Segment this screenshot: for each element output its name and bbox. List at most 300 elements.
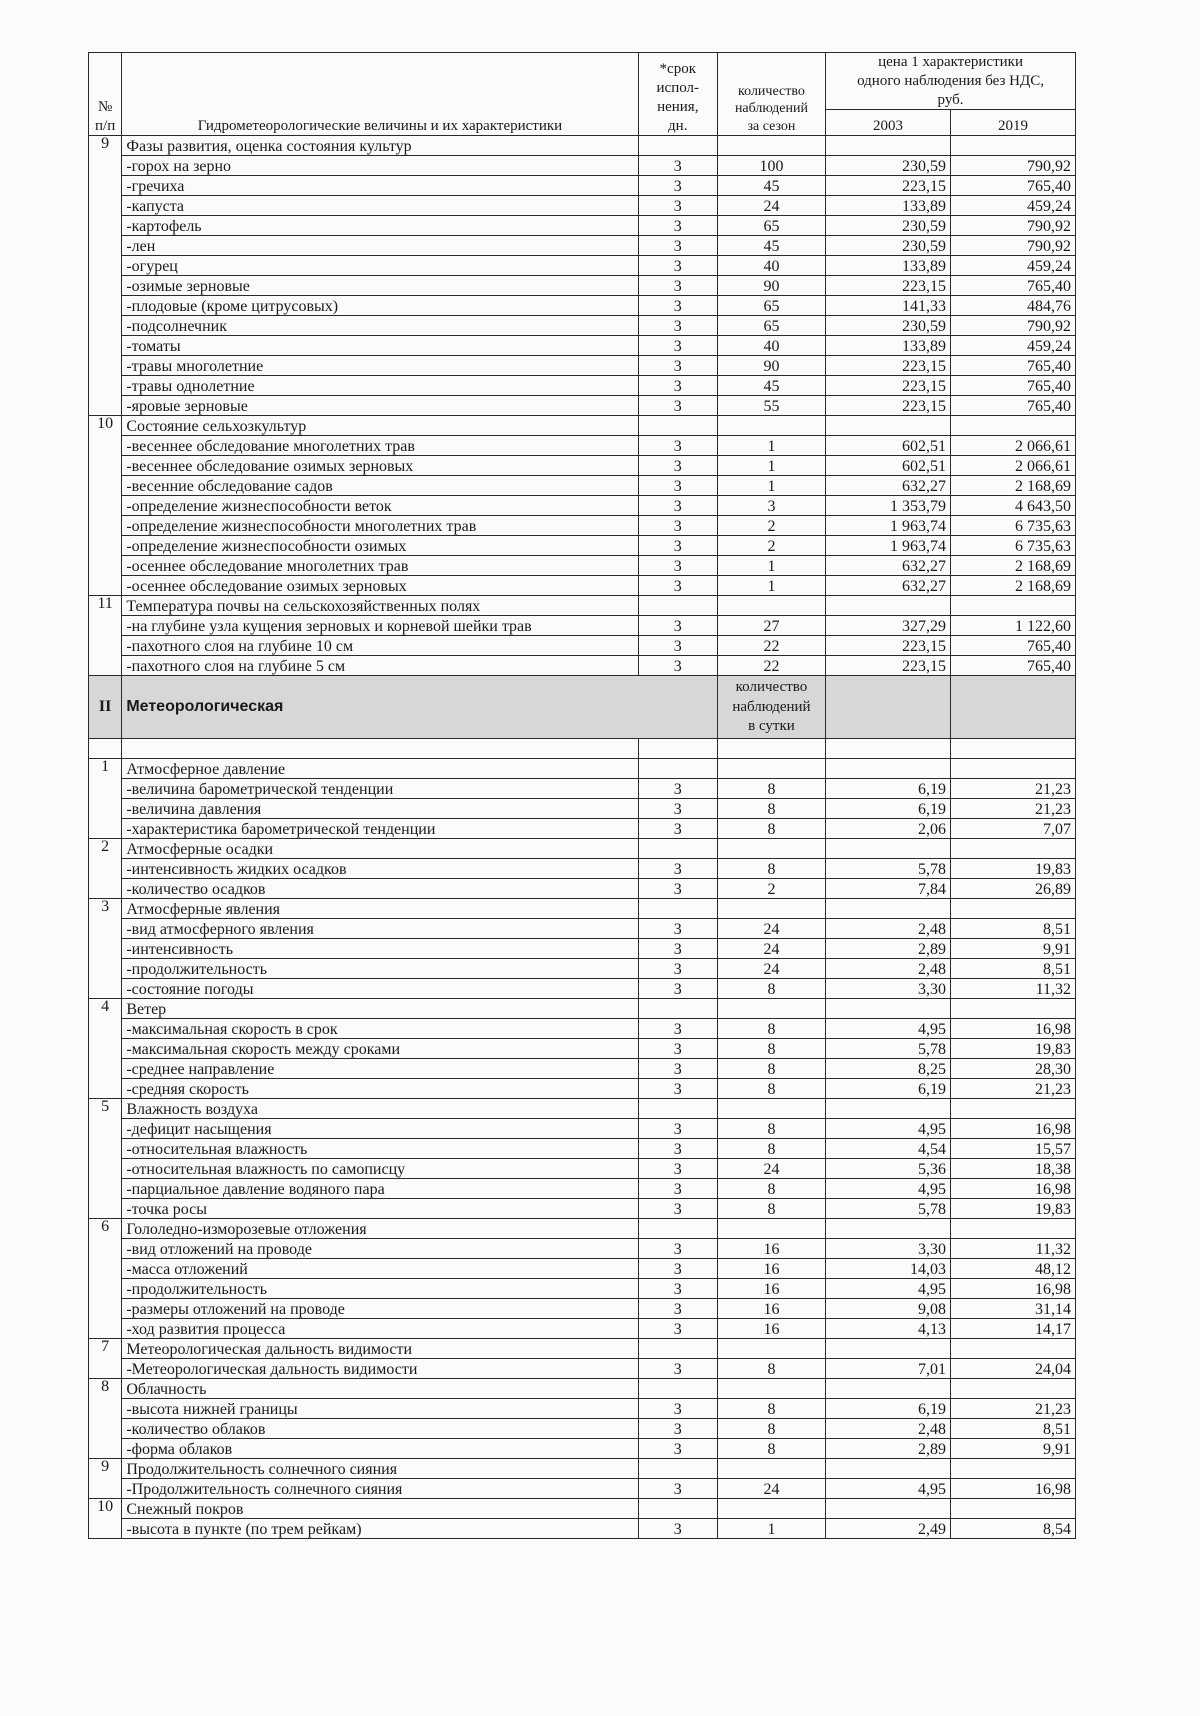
group-title-row (89, 416, 1076, 436)
count-cell: 45 (717, 376, 825, 396)
price-2003-cell: 602,51 (826, 456, 951, 476)
item-name: -состояние погоды (122, 979, 638, 999)
price-2003-cell: 5,78 (826, 1199, 951, 1219)
table-row (89, 216, 1076, 236)
term-cell: 3 (638, 1419, 717, 1439)
table-row (89, 436, 1076, 456)
group-title: Продолжительность солнечного сияния (122, 1459, 638, 1479)
count-cell: 1 (717, 456, 825, 476)
section-title: Метеорологическая (122, 676, 718, 739)
price-2003-cell: 6,19 (826, 1399, 951, 1419)
price-2003-cell (826, 1459, 951, 1479)
table-header (89, 53, 1076, 136)
item-name: -вид отложений на проводе (122, 1239, 638, 1259)
group-title: Гололедно-изморозевые отложения (122, 1219, 638, 1239)
item-name: -весеннее обследование многолетних трав (122, 436, 638, 456)
price-2003-cell: 3,30 (826, 1239, 951, 1259)
price-2019-cell: 765,40 (951, 396, 1076, 416)
count-cell: 16 (717, 1319, 825, 1339)
item-name: -количество осадков (122, 879, 638, 899)
table-row (89, 1399, 1076, 1419)
price-2003-cell: 2,48 (826, 919, 951, 939)
group-title-row (89, 1499, 1076, 1519)
count-cell (717, 759, 825, 779)
count-cell: 90 (717, 356, 825, 376)
price-2003-cell: 5,78 (826, 1039, 951, 1059)
term-cell (638, 1499, 717, 1519)
table-row (89, 1019, 1076, 1039)
table-row (89, 1479, 1076, 1499)
price-2003-cell: 4,54 (826, 1139, 951, 1159)
price-2003-cell (826, 416, 951, 436)
count-cell: 8 (717, 1119, 825, 1139)
group-number: 1 (89, 759, 122, 839)
count-cell: 8 (717, 1079, 825, 1099)
term-cell: 3 (638, 396, 717, 416)
term-cell: 3 (638, 1039, 717, 1059)
item-name: -определение жизнеспособности озимых (122, 536, 638, 556)
group-title: Снежный покров (122, 1499, 638, 1519)
item-name: -капуста (122, 196, 638, 216)
group-title-row (89, 899, 1076, 919)
price-2003-cell: 8,25 (826, 1059, 951, 1079)
item-name: -максимальная скорость в срок (122, 1019, 638, 1039)
price-2019-cell (951, 839, 1076, 859)
price-2003-cell: 4,13 (826, 1319, 951, 1339)
group-title: Ветер (122, 999, 638, 1019)
price-2003-cell (826, 839, 951, 859)
header-year-2019: 2019 (951, 110, 1076, 136)
term-cell: 3 (638, 1319, 717, 1339)
table-row (89, 779, 1076, 799)
price-2003-cell (826, 1099, 951, 1119)
term-cell: 3 (638, 656, 717, 676)
term-cell: 3 (638, 196, 717, 216)
count-cell: 3 (717, 496, 825, 516)
count-cell: 8 (717, 1359, 825, 1379)
count-cell: 40 (717, 336, 825, 356)
term-cell: 3 (638, 939, 717, 959)
table-row (89, 1039, 1076, 1059)
item-name: -интенсивность (122, 939, 638, 959)
table-row (89, 476, 1076, 496)
count-cell (717, 1459, 825, 1479)
section-num: II (89, 676, 122, 739)
term-cell: 3 (638, 1519, 717, 1539)
group-title-row (89, 759, 1076, 779)
term-cell: 3 (638, 236, 717, 256)
count-cell: 16 (717, 1279, 825, 1299)
count-cell: 8 (717, 1139, 825, 1159)
table-row (89, 1239, 1076, 1259)
table-row (89, 296, 1076, 316)
price-2019-cell (951, 1099, 1076, 1119)
group-number: 7 (89, 1339, 122, 1379)
count-cell (717, 899, 825, 919)
term-cell: 3 (638, 256, 717, 276)
price-2003-cell: 6,19 (826, 1079, 951, 1099)
price-2003-cell: 223,15 (826, 176, 951, 196)
group-number: 8 (89, 1379, 122, 1459)
item-name: -форма облаков (122, 1439, 638, 1459)
table-row (89, 456, 1076, 476)
price-2003-cell: 133,89 (826, 336, 951, 356)
price-2003-cell (826, 136, 951, 156)
price-2019-cell: 7,07 (951, 819, 1076, 839)
price-2019-cell: 11,32 (951, 1239, 1076, 1259)
table-row (89, 656, 1076, 676)
count-cell: 1 (717, 1519, 825, 1539)
term-cell: 3 (638, 336, 717, 356)
table-row (89, 316, 1076, 336)
price-2019-cell (951, 596, 1076, 616)
section-cell-empty (826, 676, 951, 739)
price-2019-cell (951, 1379, 1076, 1399)
item-name: -масса отложений (122, 1259, 638, 1279)
item-name: -на глубине узла кущения зерновых и корневой шейки трав (122, 616, 638, 636)
count-cell: 55 (717, 396, 825, 416)
price-2019-cell: 790,92 (951, 316, 1076, 336)
item-name: -величина барометрической тенденции (122, 779, 638, 799)
count-cell: 22 (717, 636, 825, 656)
price-2019-cell (951, 1219, 1076, 1239)
term-cell: 3 (638, 799, 717, 819)
group-number: 9 (89, 136, 122, 416)
term-cell: 3 (638, 979, 717, 999)
price-2019-cell: 2 066,61 (951, 456, 1076, 476)
item-name: -озимые зерновые (122, 276, 638, 296)
term-cell: 3 (638, 1439, 717, 1459)
count-cell: 65 (717, 316, 825, 336)
price-2003-cell (826, 1219, 951, 1239)
price-2019-cell: 31,14 (951, 1299, 1076, 1319)
group-number: 3 (89, 899, 122, 999)
price-2003-cell: 2,89 (826, 939, 951, 959)
price-2019-cell: 28,30 (951, 1059, 1076, 1079)
count-cell: 100 (717, 156, 825, 176)
table-row (89, 879, 1076, 899)
table-row (89, 1299, 1076, 1319)
count-cell: 2 (717, 536, 825, 556)
price-2003-cell: 9,08 (826, 1299, 951, 1319)
count-cell: 8 (717, 1439, 825, 1459)
price-2003-cell: 327,29 (826, 616, 951, 636)
item-name: -величина давления (122, 799, 638, 819)
price-2003-cell: 2,48 (826, 1419, 951, 1439)
term-cell: 3 (638, 316, 717, 336)
price-2019-cell: 6 735,63 (951, 536, 1076, 556)
price-2003-cell: 223,15 (826, 396, 951, 416)
term-cell: 3 (638, 476, 717, 496)
count-cell: 2 (717, 516, 825, 536)
table-row (89, 156, 1076, 176)
item-name: -парциальное давление водяного пара (122, 1179, 638, 1199)
table-row (89, 1439, 1076, 1459)
term-cell: 3 (638, 536, 717, 556)
count-cell: 1 (717, 476, 825, 496)
item-name: -относительная влажность (122, 1139, 638, 1159)
count-cell: 1 (717, 556, 825, 576)
group-title: Атмосферное давление (122, 759, 638, 779)
item-name: -определение жизнеспособности веток (122, 496, 638, 516)
term-cell (638, 596, 717, 616)
price-table (88, 52, 1076, 1539)
count-cell: 27 (717, 616, 825, 636)
price-2003-cell: 4,95 (826, 1119, 951, 1139)
term-cell: 3 (638, 616, 717, 636)
item-name: -высота нижней границы (122, 1399, 638, 1419)
table-row (89, 919, 1076, 939)
item-name: -продолжительность (122, 1279, 638, 1299)
item-name: -высота в пункте (по трем рейкам) (122, 1519, 638, 1539)
table-row (89, 1259, 1076, 1279)
table-row (89, 1519, 1076, 1539)
item-name: -количество облаков (122, 1419, 638, 1439)
price-2003-cell: 1 963,74 (826, 516, 951, 536)
price-2019-cell: 459,24 (951, 196, 1076, 216)
price-2003-cell: 4,95 (826, 1279, 951, 1299)
term-cell: 3 (638, 516, 717, 536)
count-cell: 8 (717, 979, 825, 999)
price-2003-cell: 3,30 (826, 979, 951, 999)
price-2003-cell: 7,84 (826, 879, 951, 899)
term-cell (638, 1099, 717, 1119)
term-cell (638, 999, 717, 1019)
item-name: -точка росы (122, 1199, 638, 1219)
header-price: цена 1 характеристики одного наблюдения без НДС, руб. (826, 53, 1076, 110)
price-2019-cell: 16,98 (951, 1019, 1076, 1039)
table-row (89, 959, 1076, 979)
group-title: Облачность (122, 1379, 638, 1399)
count-cell (717, 839, 825, 859)
price-2019-cell: 8,51 (951, 1419, 1076, 1439)
price-2019-cell: 24,04 (951, 1359, 1076, 1379)
term-cell: 3 (638, 1139, 717, 1159)
term-cell (638, 136, 717, 156)
term-cell (638, 416, 717, 436)
count-cell (717, 1099, 825, 1119)
count-cell: 8 (717, 819, 825, 839)
item-name: -картофель (122, 216, 638, 236)
term-cell: 3 (638, 1479, 717, 1499)
table-row (89, 859, 1076, 879)
count-cell: 8 (717, 1179, 825, 1199)
price-2019-cell: 765,40 (951, 276, 1076, 296)
count-cell: 40 (717, 256, 825, 276)
count-cell: 90 (717, 276, 825, 296)
group-title-row (89, 999, 1076, 1019)
term-cell: 3 (638, 1299, 717, 1319)
group-title: Атмосферные явления (122, 899, 638, 919)
price-2019-cell: 765,40 (951, 356, 1076, 376)
term-cell: 3 (638, 1059, 717, 1079)
term-cell: 3 (638, 156, 717, 176)
count-cell (717, 1379, 825, 1399)
price-2003-cell: 230,59 (826, 236, 951, 256)
item-name: -лен (122, 236, 638, 256)
price-2019-cell: 21,23 (951, 1399, 1076, 1419)
term-cell: 3 (638, 216, 717, 236)
price-2003-cell: 7,01 (826, 1359, 951, 1379)
price-2019-cell (951, 999, 1076, 1019)
term-cell: 3 (638, 1199, 717, 1219)
term-cell: 3 (638, 276, 717, 296)
count-cell: 65 (717, 296, 825, 316)
table-row (89, 1119, 1076, 1139)
table-row (89, 979, 1076, 999)
count-cell: 8 (717, 799, 825, 819)
price-2019-cell: 2 168,69 (951, 576, 1076, 596)
item-name: -Метеорологическая дальность видимости (122, 1359, 638, 1379)
table-row (89, 819, 1076, 839)
table-row (89, 376, 1076, 396)
item-name: -Продолжительность солнечного сияния (122, 1479, 638, 1499)
price-2019-cell: 48,12 (951, 1259, 1076, 1279)
count-cell: 8 (717, 1399, 825, 1419)
term-cell (638, 1339, 717, 1359)
count-cell: 1 (717, 436, 825, 456)
section-row (89, 676, 1076, 739)
price-2019-cell (951, 136, 1076, 156)
price-2003-cell: 223,15 (826, 276, 951, 296)
price-2019-cell: 765,40 (951, 376, 1076, 396)
price-2019-cell: 790,92 (951, 216, 1076, 236)
item-name: -пахотного слоя на глубине 10 см (122, 636, 638, 656)
table-row (89, 616, 1076, 636)
price-2003-cell (826, 596, 951, 616)
group-title: Фазы развития, оценка состояния культур (122, 136, 638, 156)
price-2003-cell: 4,95 (826, 1179, 951, 1199)
price-2003-cell: 223,15 (826, 356, 951, 376)
term-cell: 3 (638, 556, 717, 576)
term-cell: 3 (638, 819, 717, 839)
price-2019-cell: 459,24 (951, 256, 1076, 276)
table-row (89, 1179, 1076, 1199)
price-2019-cell: 21,23 (951, 1079, 1076, 1099)
price-2019-cell: 19,83 (951, 859, 1076, 879)
count-cell: 24 (717, 196, 825, 216)
price-2019-cell: 765,40 (951, 636, 1076, 656)
item-name: -вид атмосферного явления (122, 919, 638, 939)
table-row (89, 236, 1076, 256)
price-2019-cell: 16,98 (951, 1119, 1076, 1139)
price-2019-cell: 2 066,61 (951, 436, 1076, 456)
count-cell (717, 999, 825, 1019)
table-row (89, 496, 1076, 516)
count-cell: 8 (717, 1199, 825, 1219)
term-cell (638, 1379, 717, 1399)
term-cell: 3 (638, 1019, 717, 1039)
term-cell (638, 1459, 717, 1479)
price-2003-cell (826, 999, 951, 1019)
table-row (89, 1419, 1076, 1439)
price-2003-cell: 6,19 (826, 799, 951, 819)
table-row (89, 1079, 1076, 1099)
item-name: -дефицит насыщения (122, 1119, 638, 1139)
price-2019-cell: 765,40 (951, 176, 1076, 196)
price-2019-cell: 9,91 (951, 939, 1076, 959)
table-row (89, 1139, 1076, 1159)
price-2003-cell: 230,59 (826, 156, 951, 176)
table-row (89, 516, 1076, 536)
price-2019-cell: 26,89 (951, 879, 1076, 899)
count-cell: 16 (717, 1239, 825, 1259)
term-cell: 3 (638, 456, 717, 476)
price-2019-cell: 19,83 (951, 1039, 1076, 1059)
table-row (89, 576, 1076, 596)
item-name: -осеннее обследование озимых зерновых (122, 576, 638, 596)
price-2019-cell: 484,76 (951, 296, 1076, 316)
price-2019-cell: 2 168,69 (951, 476, 1076, 496)
price-2019-cell (951, 759, 1076, 779)
price-2003-cell (826, 1339, 951, 1359)
item-name: -весенние обследование садов (122, 476, 638, 496)
table-row (89, 799, 1076, 819)
price-2019-cell (951, 1499, 1076, 1519)
item-name: -средняя скорость (122, 1079, 638, 1099)
section-cell-empty (951, 676, 1076, 739)
price-2003-cell (826, 759, 951, 779)
price-2003-cell (826, 1499, 951, 1519)
price-2003-cell: 4,95 (826, 1479, 951, 1499)
count-cell: 24 (717, 1159, 825, 1179)
price-2003-cell: 133,89 (826, 256, 951, 276)
table-row (89, 636, 1076, 656)
price-2019-cell: 8,51 (951, 919, 1076, 939)
count-cell: 1 (717, 576, 825, 596)
group-number: 5 (89, 1099, 122, 1219)
item-name: -максимальная скорость между сроками (122, 1039, 638, 1059)
term-cell: 3 (638, 879, 717, 899)
price-2019-cell: 16,98 (951, 1479, 1076, 1499)
group-title-row (89, 1339, 1076, 1359)
price-2019-cell: 18,38 (951, 1159, 1076, 1179)
count-cell: 45 (717, 236, 825, 256)
price-2003-cell: 2,06 (826, 819, 951, 839)
price-2003-cell: 5,78 (826, 859, 951, 879)
item-name: -травы однолетние (122, 376, 638, 396)
term-cell (638, 1219, 717, 1239)
term-cell: 3 (638, 919, 717, 939)
group-number: 10 (89, 416, 122, 596)
item-name: -огурец (122, 256, 638, 276)
count-cell: 16 (717, 1259, 825, 1279)
price-2003-cell: 632,27 (826, 576, 951, 596)
price-2019-cell: 16,98 (951, 1179, 1076, 1199)
price-2019-cell: 14,17 (951, 1319, 1076, 1339)
price-2003-cell: 133,89 (826, 196, 951, 216)
count-cell: 8 (717, 779, 825, 799)
term-cell: 3 (638, 376, 717, 396)
price-2019-cell: 8,54 (951, 1519, 1076, 1539)
group-title-row (89, 1379, 1076, 1399)
group-title-row (89, 136, 1076, 156)
price-2019-cell: 6 735,63 (951, 516, 1076, 536)
price-2019-cell: 8,51 (951, 959, 1076, 979)
item-name: -подсолнечник (122, 316, 638, 336)
price-2019-cell (951, 1339, 1076, 1359)
count-cell: 24 (717, 919, 825, 939)
group-number: 6 (89, 1219, 122, 1339)
item-name: -томаты (122, 336, 638, 356)
term-cell: 3 (638, 436, 717, 456)
price-2003-cell: 2,89 (826, 1439, 951, 1459)
term-cell: 3 (638, 576, 717, 596)
price-2019-cell: 765,40 (951, 656, 1076, 676)
table-row (89, 396, 1076, 416)
group-number: 11 (89, 596, 122, 676)
item-name: -плодовые (кроме цитрусовых) (122, 296, 638, 316)
